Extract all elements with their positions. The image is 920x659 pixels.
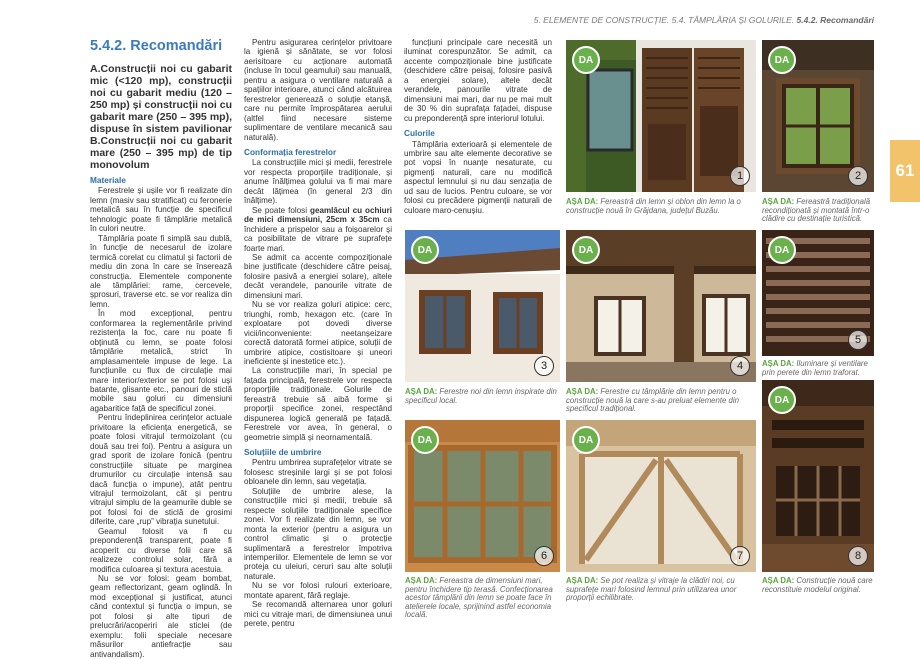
heading-culorile: Culorile xyxy=(404,128,435,139)
photo-number: 6 xyxy=(534,546,554,566)
photo-5 xyxy=(762,230,874,356)
section-title: 5.4.2. Recomandări xyxy=(90,38,223,54)
page-number-tab xyxy=(890,140,920,202)
da-badge: DA xyxy=(768,236,796,264)
paragraph: Tâmplăria exterioară și elementele de umbrire sau alte elemente decorative se pot vopsi în nuanțe nesaturate, cu pigmenți naturali, care nu modifică aspectul lemnului și nu dau senzația de ud sau de lucios. Pentru culoare, se vor folosi cu precădere pigmenții naturali de culoare maro-cenușiu. xyxy=(404,139,552,215)
page-number: 61 xyxy=(895,161,915,180)
paragraph: funcțiuni principale care necesită un iluminat corespunzător. Se admit, ca accente compoziționale bine justificate (deschidere către peisaj, folosire pasivă a energiei solare), altele decât verandele, panourile vitrate de dimensiuni mai mari, dar nu pe mai mult de 30 % din suprafața fațadei, dispuse cu preponderență spre interiorul lotului. xyxy=(404,38,552,123)
photo-1 xyxy=(566,40,756,192)
paragraph: Pentru umbrirea suprafețelor vitrate se folosesc streșinile largi și se pot folosi obloanele din lemn, sau vegetația. xyxy=(244,458,392,487)
photo-number: 7 xyxy=(730,546,750,566)
da-badge: DA xyxy=(768,46,796,74)
caption-text: Construcție nouă care reconstituie modelul original. xyxy=(762,576,873,594)
caption-3 xyxy=(405,388,560,405)
text-column-1 xyxy=(90,170,232,659)
caption-4 xyxy=(566,388,756,414)
caption-label: AȘA DA: xyxy=(566,576,599,585)
da-badge: DA xyxy=(411,426,439,454)
photo-3 xyxy=(405,230,560,382)
caption-5 xyxy=(762,360,876,377)
da-badge: DA xyxy=(572,426,600,454)
caption-label: AȘA DA: xyxy=(405,576,438,585)
caption-1 xyxy=(566,198,756,215)
caption-2 xyxy=(762,198,876,224)
caption-label: AȘA DA: xyxy=(566,387,599,396)
paragraph: Tâmplăria poate fi simplă sau dublă, în funcție de necesarul de izolare termică corelat cu climatul și factorii de mediu din zona în care se înserează construcția. Elementele componente ale tâmplăriei: rame, cercevele, șprosuri, traverse etc. se vor realiza din lemn. xyxy=(90,233,232,309)
paragraph: Geamul folosit va fi cu preponderență transparent, poate fi acoperit cu diverse folii care să realizeze controlul solar, fără a modifica culoarea și textura acestuia. xyxy=(90,526,232,574)
heading-conformatia: Conformația ferestrelor xyxy=(244,146,337,157)
caption-7 xyxy=(566,577,756,603)
text-column-3 xyxy=(404,38,552,215)
photo-6 xyxy=(405,420,560,572)
paragraph: Se admit ca accente compoziționale bine justificate (deschidere către peisaj, folosire pasivă a energiei solare), altele decât verandele, panourile vitrate de dimensiuni mari. xyxy=(244,252,392,300)
caption-text: Fereastră din lemn și oblon din lemn la o construcție nouă în Grăjdana, județul Buzău. xyxy=(566,197,741,215)
paragraph: Pentru asigurarea cerințelor privitoare la igienă și sănătate, se vor folosi aerisitoare cu acționare automată (incluse în tocul geamului) sau manuală, pentru a asigura o ventilare naturală a spațiilor interioare, atunci când alcătuirea ferestrelor generează o soluție etanșă, care nu permite împrospătarea aerului (altfel fiind necesare sisteme suplimentare de ventilare mecanică sau naturală). xyxy=(244,38,392,142)
bold-text: geamlâcul cu ochiuri de mici dimensiuni, 25cm x 35cm xyxy=(244,205,393,225)
da-badge: DA xyxy=(768,386,796,414)
paragraph: La construcțiile mari, în special pe fațada principală, ferestrele vor respecta proporțiile tradiționale. Golurile de fereastră trebuie să aibă forme și proporții specifice zonei, respectând dispunerea logică generală pe fațadă. Ferestrele vor avea, în general, o geometrie simplă și neornamentală. xyxy=(244,366,392,442)
photo-number: 4 xyxy=(730,356,750,376)
photo-4 xyxy=(566,230,756,382)
caption-text: Iluminare și ventilare prin perete din lemn traforat. xyxy=(762,359,868,377)
paragraph: Nu se vor realiza goluri atipice: cerc, triunghi, romb, hexagon etc. (care în exploatare pot dovedi diverse vicii/inconveniente: neetanșeizare corectă datorată formei atipice, soluții de umbrire atipice, costisitoare și uneori ineficiente și inestetice etc.). xyxy=(244,300,392,366)
da-badge: DA xyxy=(572,236,600,264)
caption-label: AȘA DA: xyxy=(566,197,599,206)
photo-7 xyxy=(566,420,756,572)
paragraph xyxy=(244,206,392,253)
caption-label: AȘA DA: xyxy=(762,359,795,368)
text-column-2 xyxy=(244,38,392,629)
da-badge: DA xyxy=(572,46,600,74)
caption-6 xyxy=(405,577,560,620)
paragraph: Nu se vor folosi: geam bombat, geam reflectorizant, geam oglindă. În mod excepțional și justificat, atunci când contextul și funcția o impun, se pot folosi și alte tipuri de prelucrări/acoperiri ale sticlei (de exemplu: folii speciale necesare măsurilor antiefracție sau antivandalism). xyxy=(90,574,232,659)
subheading: A.Construcții noi cu gabarit mic (<120 mp), construcții noi cu gabarit mediu (120 – 250 mp) și construcții noi cu gabarit mare (250 – 395 mp), dispuse în sistem pavilionar B.Construcții noi cu gabarit mare (250 – 395 mp) de tip monovolum xyxy=(90,63,232,171)
paragraph: Ferestrele și ușile vor fi realizate din lemn (masiv sau stratificat) cu feronerie metalică sau în funcție de specificul tehnologic poate fi tâmplărie metalică în culori neutre. xyxy=(90,186,232,234)
paragraph: La construcțiile mici și medii, ferestrele vor respecta proporțiile tradiționale, și anume înălțimea golului va fi mai mare decât lățimea (în general 2/3 din înălțime). xyxy=(244,158,392,206)
caption-text: Ferestre noi din lemn inspirate din specificul local. xyxy=(405,387,557,405)
paragraph: Nu se vor folosi rulouri exterioare, montate aparent, fără reglaje. xyxy=(244,581,392,600)
photo-number: 8 xyxy=(848,546,868,566)
breadcrumb: 5. ELEMENTE DE CONSTRUCȚIE. 5.4. TÂMPLĂRIA ȘI GOLURILE. xyxy=(533,15,795,25)
photo-number: 1 xyxy=(730,166,750,186)
paragraph: Soluțiile de umbrire alese, la construcțiile mici și medii, trebuie să respecte soluțiile tradiționale specifice zonei. Vor fi realizate din lemn, se vor monta la exterior (pentru a asigura un control climatic și o protecție suplimentară a ferestrelor împotriva intemperiilor. Elementele de lemn se vor proteja cu uleiuri, ceruri sau alte soluții naturale. xyxy=(244,486,392,581)
caption-label: AȘA DA: xyxy=(762,576,795,585)
photo-number: 2 xyxy=(848,166,868,186)
paragraph: Pentru îndeplinirea cerințelor actuale privitoare la eficiența energetică, se poate folosi vitrajul termoizolant (cu două sau trei foi). Pentru a asigura un grad sporit de izolare fonică (pentru construcțiile situate pe marginea drumurilor cu circulație intensă sau dacă funcția o impune), atât pentru vitrajul termoizolant, cât și pentru vitrajul simplu de la geamurile duble se pot folosi foi de sticlă de grosimi diferite, care „rup” vibrația sunetului. xyxy=(90,413,232,527)
caption-label: AȘA DA: xyxy=(405,387,438,396)
caption-text: Se pot realiza și vitraje la clădiri noi, cu suprafețe mari folosind lemnul prin utilizarea unor proporții echilibrate. xyxy=(566,576,737,603)
photo-number: 3 xyxy=(534,356,554,376)
text-run: ca închidere a prispelor sau a foișoarelor și ca posibilitate de vitrare pe suprafețe foarte mari. xyxy=(244,215,392,253)
running-header xyxy=(534,15,874,25)
caption-label: AȘA DA: xyxy=(762,197,795,206)
caption-text: Ferestre cu tâmplărie din lemn pentru o construcție nouă la care s-au preluat elemente din specificul tradițional. xyxy=(566,387,739,414)
heading-materiale: Materiale xyxy=(90,175,126,185)
da-badge: DA xyxy=(411,236,439,264)
caption-text: Fereastră tradițională recondiționată și montată într-o clădire cu destinație turistică. xyxy=(762,197,871,224)
paragraph: Se recomandă alternarea unor goluri mici cu vitraje mari, de dimensiunea unui perete, pentru xyxy=(244,600,392,629)
caption-8 xyxy=(762,577,876,594)
photo-number: 5 xyxy=(848,330,868,350)
heading-umbrire: Soluțiile de umbrire xyxy=(244,447,322,458)
photo-8 xyxy=(762,380,874,572)
text-run: Se poate folosi xyxy=(252,205,311,215)
paragraph: În mod excepțional, pentru conformarea la reglementările privind rezistența la foc, care nu poate fi obținută cu lemn, se poate folosi tâmplărie metalică, strict în amplasamentele impuse de lege. La funcțiunile cu flux de circulație mai mare interior/exterior se pot folosi uși batante, glisante etc., panouri de sticlă mobile sau goluri cu dimensiuni agabaritice față de specificul zonei. xyxy=(90,309,232,413)
photo-2 xyxy=(762,40,874,192)
current-section: 5.4.2. Recomandări xyxy=(796,15,874,25)
caption-text: Fereastra de dimensiuni mari, pentru închidere tip terasă. Confecționarea acestor tâmplării din lemn se poate face în atelierele locale, sprijinind astfel economia locală. xyxy=(405,576,553,620)
